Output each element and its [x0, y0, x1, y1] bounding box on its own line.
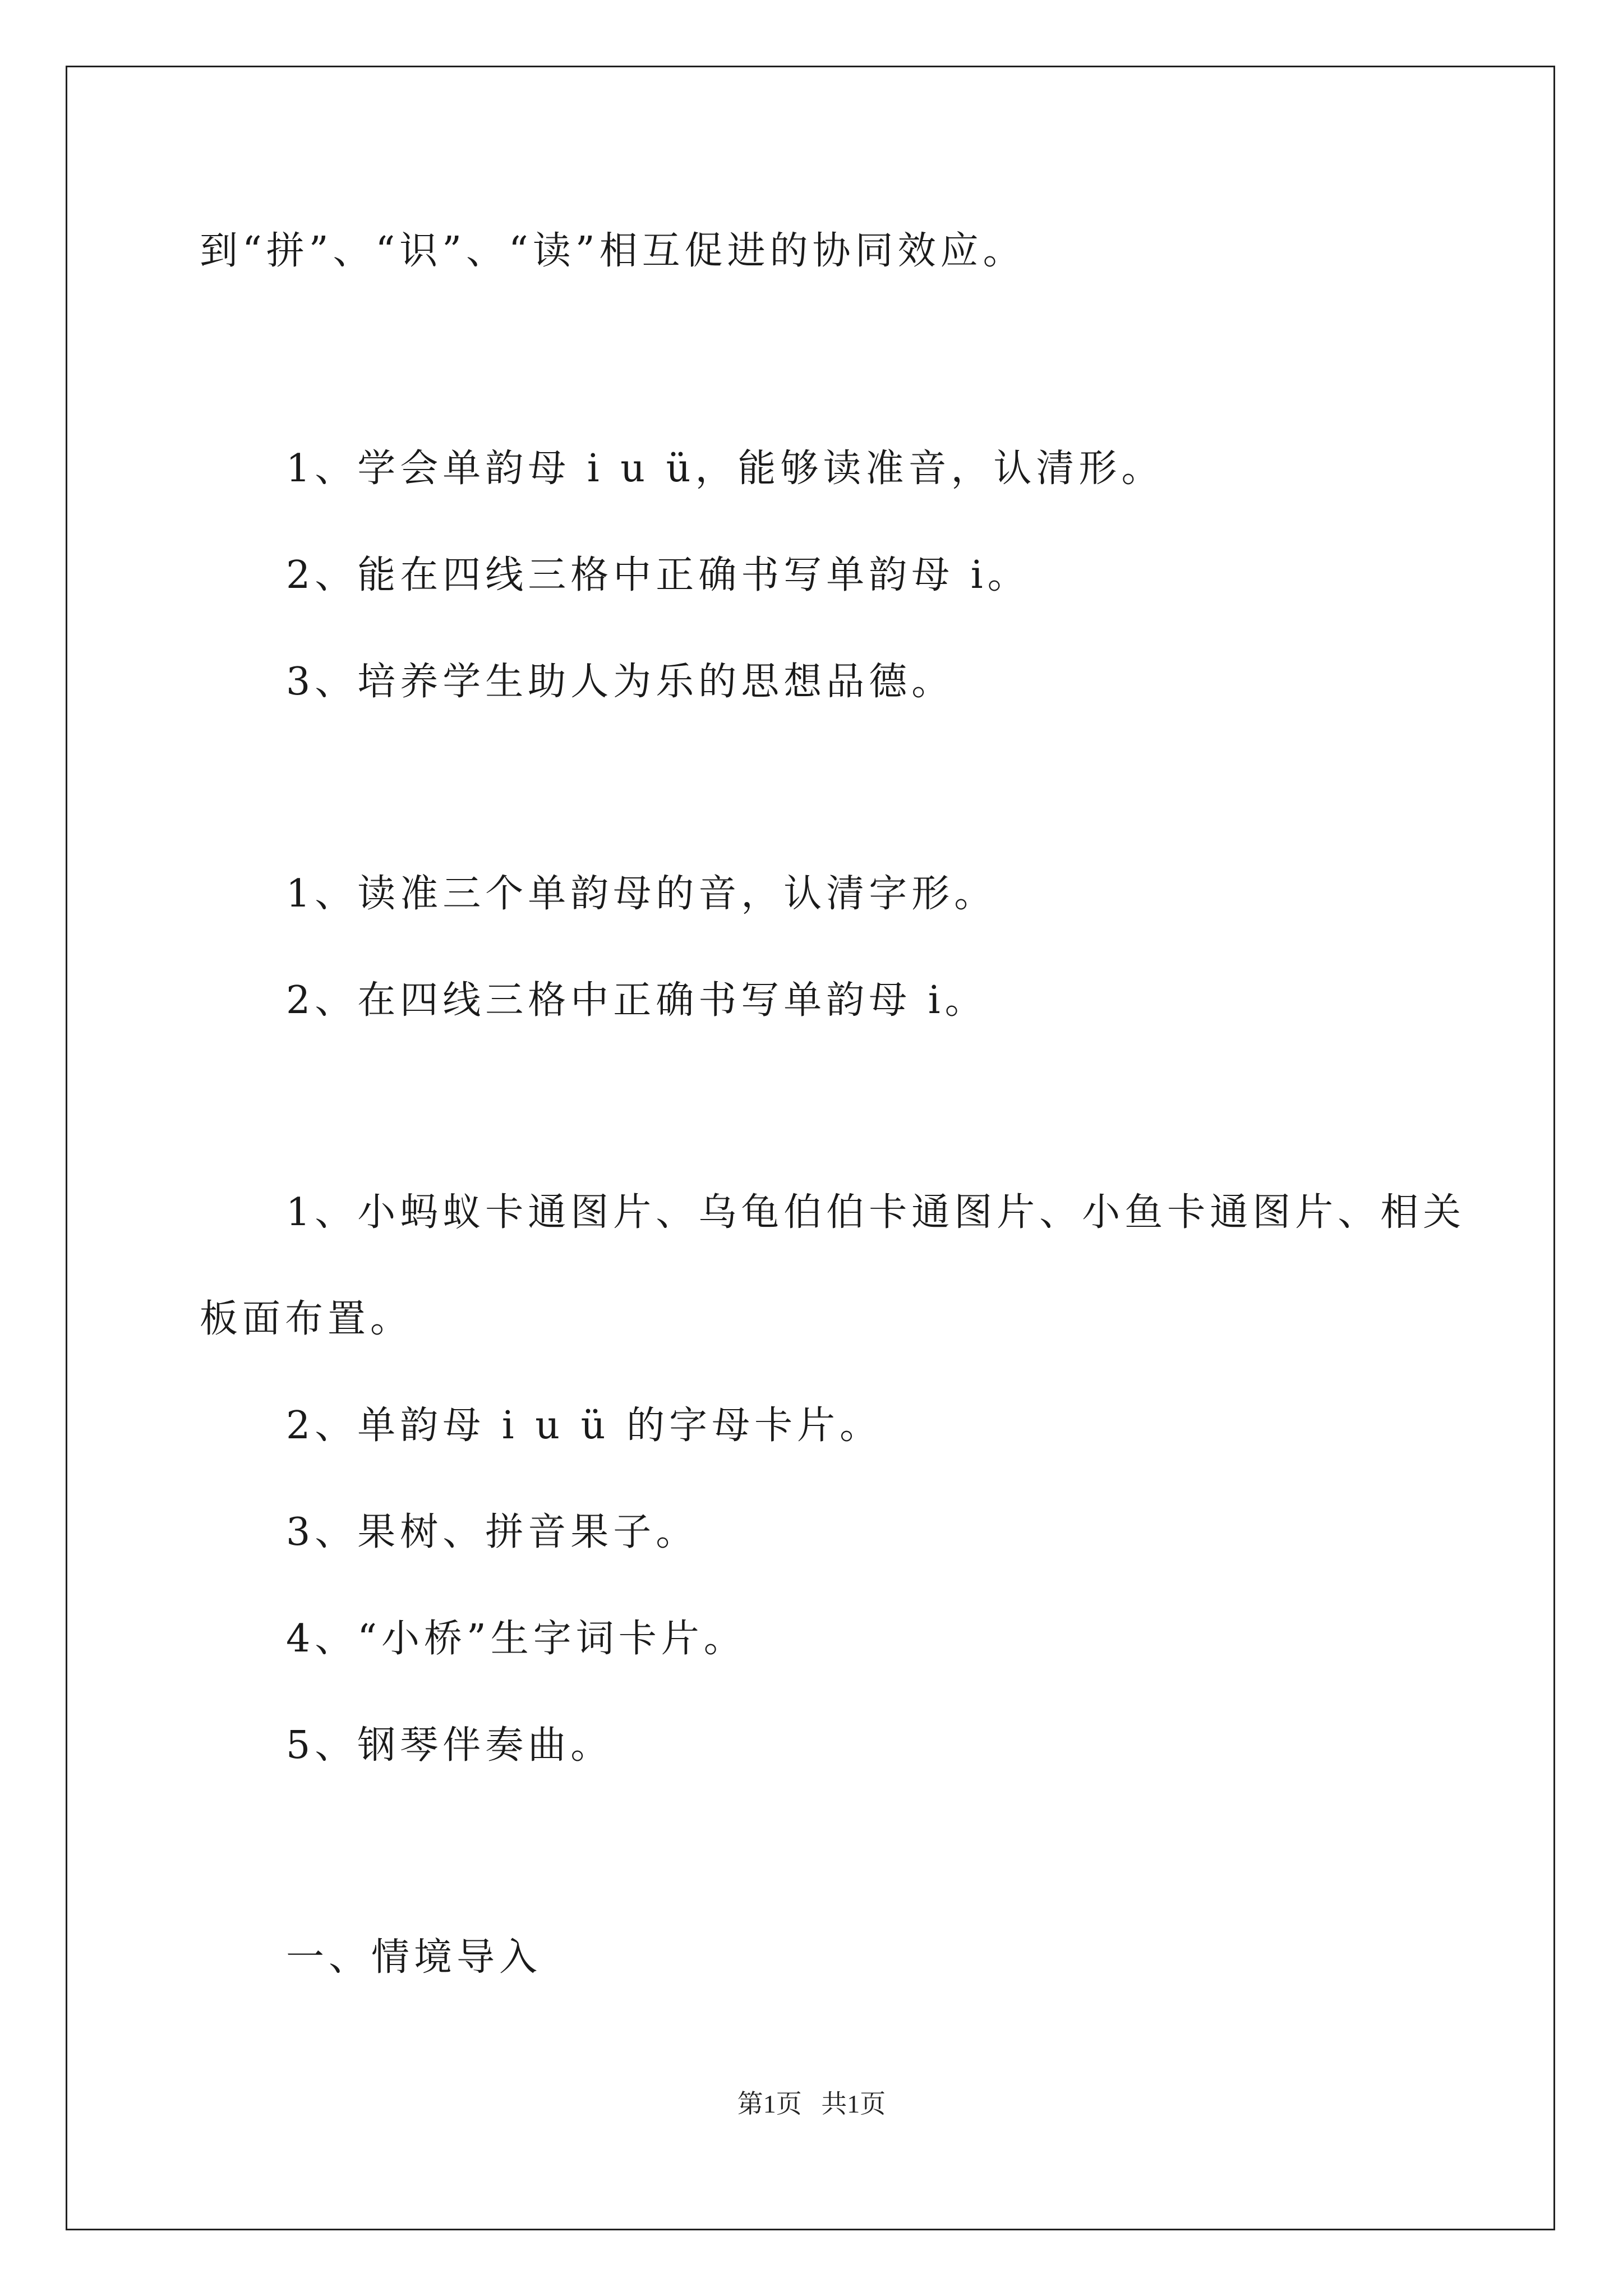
- preparation-item-3: 3、果树、拼音果子。: [286, 1510, 699, 1554]
- text-line-synergy: 到“拼”、“识”、“读”相互促进的协同效应。: [200, 229, 1026, 273]
- preparation-item-1-continued: 板面布置。: [200, 1297, 413, 1341]
- key-point-2: 2、在四线三格中正确书写单韵母 i。: [286, 978, 988, 1023]
- key-point-1: 1、读准三个单韵母的音，认清字形。: [286, 872, 997, 916]
- goal-item-1: 1、学会单韵母 i u ü，能够读准音，认清形。: [286, 447, 1164, 491]
- page-footer: 第1页 共1页: [737, 2090, 886, 2118]
- preparation-item-5: 5、钢琴伴奏曲。: [286, 1723, 614, 1768]
- preparation-item-4: 4、“小桥”生字词卡片。: [286, 1617, 746, 1661]
- section-heading-situation-intro: 一、情境导入: [286, 1935, 542, 1980]
- page-frame: [66, 66, 1555, 2230]
- goal-item-2: 2、能在四线三格中正确书写单韵母 i。: [286, 553, 1030, 597]
- goal-item-3: 3、培养学生助人为乐的思想品德。: [286, 660, 955, 704]
- preparation-item-1: 1、小蚂蚁卡通图片、乌龟伯伯卡通图片、小鱼卡通图片、相关: [286, 1190, 1466, 1235]
- preparation-item-2: 2、单韵母 i u ü 的字母卡片。: [286, 1404, 883, 1448]
